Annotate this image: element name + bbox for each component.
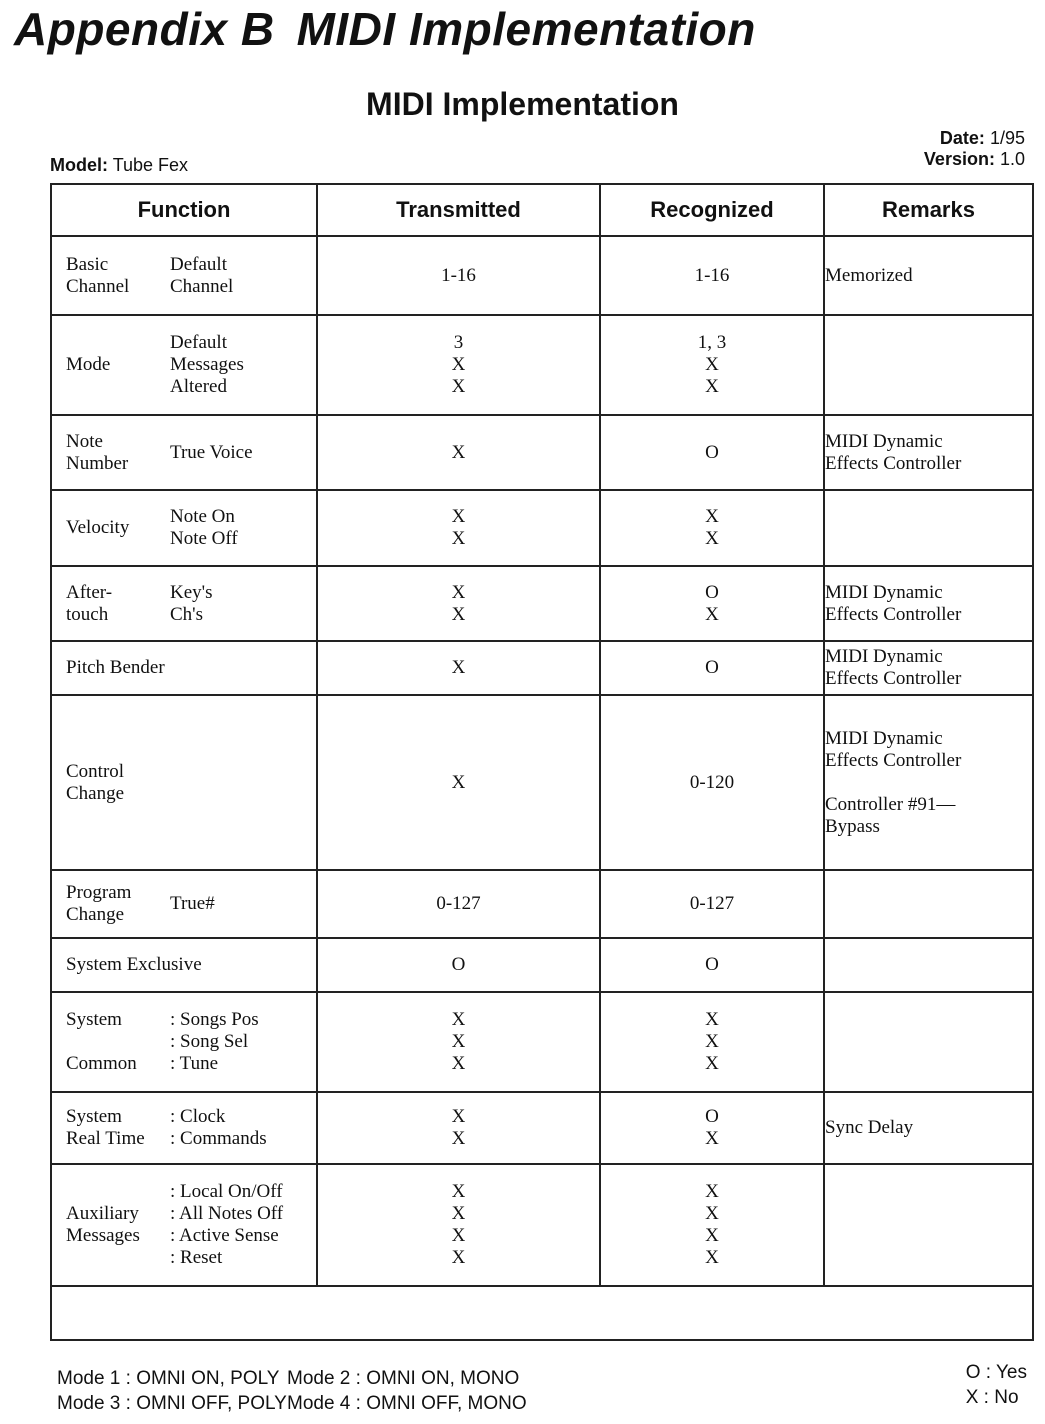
- recognized-value: [601, 1009, 823, 1075]
- recognized-cell: [600, 490, 824, 566]
- transmitted-value-line: X: [451, 1128, 466, 1149]
- function-name-line: System: [66, 1009, 122, 1030]
- transmitted-value: [318, 1106, 599, 1150]
- remarks-cell: [824, 236, 1033, 315]
- recognized-value: [601, 1181, 823, 1269]
- function-name-line: Number: [66, 452, 129, 474]
- transmitted-value-line: 1-16: [441, 264, 476, 286]
- recognized-value-line: X: [705, 376, 719, 397]
- recognized-cell: [600, 415, 824, 490]
- function-name: [66, 254, 170, 298]
- recognized-value-line: X: [705, 1031, 719, 1052]
- remarks-text-line: MIDI Dynamic: [825, 646, 943, 667]
- recognized-cell: [600, 236, 824, 315]
- transmitted-value: [318, 772, 599, 794]
- remarks-text: [825, 431, 1032, 475]
- function-detail-line: True Voice: [170, 441, 253, 463]
- legend-no: X : No: [965, 1387, 1019, 1408]
- transmitted-value-line: X: [451, 771, 466, 793]
- function-name: [66, 582, 170, 626]
- function-detail-line: : Tune: [170, 1053, 219, 1074]
- function-cell: [51, 236, 317, 315]
- remarks-text: [825, 646, 1032, 690]
- transmitted-cell: [317, 870, 600, 938]
- function-detail-line: Default: [170, 332, 227, 353]
- transmitted-value-line: X: [451, 1225, 466, 1246]
- appendix-heading: [14, 2, 756, 56]
- recognized-value-line: O: [705, 954, 719, 975]
- recognized-value: [601, 954, 823, 976]
- recognized-cell: [600, 315, 824, 415]
- function-name-line: Basic: [66, 253, 109, 275]
- transmitted-cell: [317, 566, 600, 641]
- function-cell: [51, 870, 317, 938]
- transmitted-value: [318, 582, 599, 626]
- recognized-value-line: O: [705, 657, 719, 678]
- remarks-text-line: Effects Controller: [825, 749, 962, 771]
- recognized-value-line: 1, 3: [697, 332, 727, 353]
- midi-implementation-table: [50, 183, 1034, 1341]
- transmitted-value: [318, 1181, 599, 1269]
- function-detail: [170, 1106, 267, 1150]
- recognized-value-line: 1-16: [694, 264, 730, 286]
- remarks-text-line: Bypass: [825, 815, 880, 837]
- table-row: [51, 415, 1033, 490]
- table-row: [51, 566, 1033, 641]
- legend-mode-4: Mode 4 : OMNI OFF, MONO: [287, 1393, 527, 1414]
- function-cell: [51, 992, 317, 1092]
- remarks-text-line: Effects Controller: [825, 603, 962, 625]
- remarks-text: [825, 582, 1032, 626]
- function-detail: [170, 332, 244, 398]
- column-header-recognized: Recognized: [600, 184, 824, 236]
- function-detail-line: : Commands: [170, 1128, 267, 1149]
- recognized-value: [601, 582, 823, 626]
- recognized-cell: [600, 992, 824, 1092]
- transmitted-value-line: X: [451, 441, 466, 463]
- function-cell: [51, 315, 317, 415]
- function-name: [66, 1203, 170, 1247]
- recognized-value: [601, 1106, 823, 1150]
- function-detail: [170, 893, 215, 915]
- function-name-line: Mode: [66, 354, 111, 375]
- function-name-line: Channel: [66, 275, 130, 297]
- recognized-value-line: 0-127: [689, 893, 735, 914]
- appendix-label: Appendix B: [14, 3, 275, 55]
- column-header-transmitted: Transmitted: [317, 184, 600, 236]
- function-name: [66, 517, 170, 539]
- legend-mode-1: Mode 1 : OMNI ON, POLY: [57, 1368, 280, 1389]
- function-name-line: Note: [66, 430, 103, 452]
- remarks-text-line: MIDI Dynamic: [825, 727, 943, 749]
- function-detail: [170, 254, 233, 298]
- function-name-line: Messages: [66, 1225, 140, 1246]
- function-name: [66, 882, 170, 926]
- transmitted-cell: [317, 641, 600, 695]
- transmitted-value-line: X: [451, 1203, 466, 1224]
- transmitted-value-line: X: [451, 1106, 466, 1127]
- recognized-value: [601, 506, 823, 550]
- table-row: [51, 870, 1033, 938]
- function-cell: [51, 1092, 317, 1164]
- date-label: Date:: [939, 128, 985, 148]
- transmitted-cell: [317, 415, 600, 490]
- transmitted-value-line: X: [451, 603, 466, 625]
- transmitted-value-line: X: [451, 1009, 466, 1030]
- transmitted-cell: [317, 1164, 600, 1286]
- transmitted-value-line: X: [451, 657, 466, 678]
- function-name-line: System: [66, 1106, 122, 1127]
- recognized-cell: [600, 938, 824, 992]
- recognized-value-line: X: [705, 1247, 719, 1268]
- remarks-text: [825, 265, 1032, 287]
- function-name: [66, 1009, 170, 1075]
- remarks-cell: [824, 641, 1033, 695]
- function-name-line: Control: [66, 760, 125, 782]
- transmitted-value-line: X: [451, 1181, 466, 1202]
- yes-no-legend: [966, 1360, 1027, 1410]
- recognized-value-line: X: [705, 1225, 719, 1246]
- recognized-value-line: O: [705, 581, 719, 603]
- recognized-value-line: O: [705, 1106, 719, 1127]
- function-name-line: Real Time: [66, 1128, 145, 1149]
- transmitted-value-line: X: [451, 581, 466, 603]
- version-value: 1.0: [999, 149, 1025, 169]
- function-detail-line: Key's: [170, 581, 213, 603]
- transmitted-value-line: X: [451, 354, 466, 375]
- function-detail-line: Altered: [170, 376, 227, 397]
- document-title: MIDI Implementation: [366, 86, 679, 122]
- transmitted-value: [318, 1009, 599, 1075]
- transmitted-value: [318, 893, 599, 915]
- function-name: [66, 657, 165, 679]
- table-row: [51, 236, 1033, 315]
- function-detail-line: : Reset: [170, 1247, 223, 1268]
- recognized-value: [601, 893, 823, 915]
- transmitted-value: [318, 442, 599, 464]
- legend-mode-3: Mode 3 : OMNI OFF, POLY: [57, 1393, 287, 1414]
- recognized-value: [601, 265, 823, 287]
- table-blank-row: [51, 1286, 1033, 1340]
- version-line: [924, 149, 1025, 170]
- transmitted-value: [318, 954, 599, 976]
- function-detail: [170, 442, 253, 464]
- function-name-line: After-: [66, 581, 113, 603]
- function-detail-line: Note On: [170, 506, 235, 527]
- function-detail-line: : All Notes Off: [170, 1203, 284, 1224]
- function-name-line: Change: [66, 782, 125, 804]
- remarks-text-line: [825, 772, 1032, 794]
- transmitted-cell: [317, 938, 600, 992]
- function-detail-line: : Songs Pos: [170, 1009, 259, 1030]
- transmitted-cell: [317, 236, 600, 315]
- function-name-line: System Exclusive: [66, 954, 202, 975]
- model-value: Tube Fex: [112, 155, 189, 175]
- function-name-line: Program: [66, 882, 132, 903]
- remarks-cell: [824, 992, 1033, 1092]
- function-cell: [51, 695, 317, 870]
- remarks-text: [825, 728, 1032, 838]
- recognized-value-line: X: [705, 1128, 719, 1149]
- table-row: [51, 1092, 1033, 1164]
- mode-legend: [57, 1366, 527, 1416]
- table-row: [51, 315, 1033, 415]
- remarks-cell: [824, 566, 1033, 641]
- transmitted-value-line: X: [451, 1247, 466, 1268]
- remarks-cell: [824, 315, 1033, 415]
- function-name-line: Change: [66, 904, 125, 925]
- remarks-cell: [824, 1092, 1033, 1164]
- remarks-text: [825, 1117, 1032, 1139]
- function-cell: [51, 641, 317, 695]
- transmitted-value-line: X: [451, 1053, 466, 1074]
- recognized-value-line: X: [705, 603, 719, 625]
- version-label: Version:: [923, 149, 995, 169]
- remarks-text-line: Memorized: [825, 264, 913, 286]
- function-name: [66, 431, 170, 475]
- function-cell: [51, 490, 317, 566]
- function-name: [66, 1106, 170, 1150]
- transmitted-cell: [317, 695, 600, 870]
- appendix-title: MIDI Implementation: [296, 3, 756, 55]
- recognized-value: [601, 772, 823, 794]
- legend-mode-2: Mode 2 : OMNI ON, MONO: [287, 1368, 520, 1389]
- function-name-line: touch: [66, 603, 109, 625]
- function-detail-line: : Clock: [170, 1106, 226, 1127]
- date-value: 1/95: [989, 128, 1025, 148]
- transmitted-cell: [317, 1092, 600, 1164]
- recognized-value-line: X: [705, 506, 719, 527]
- function-detail-line: Ch's: [170, 603, 203, 625]
- recognized-value-line: O: [705, 441, 719, 463]
- column-header-function: Function: [51, 184, 317, 236]
- recognized-cell: [600, 566, 824, 641]
- transmitted-value: [318, 265, 599, 287]
- function-detail-line: True#: [170, 893, 215, 914]
- model-label: Model:: [50, 155, 108, 175]
- remarks-cell: [824, 415, 1033, 490]
- legend-yes: O : Yes: [965, 1362, 1027, 1383]
- remarks-text-line: Controller #91—: [825, 793, 956, 815]
- table-row: [51, 992, 1033, 1092]
- transmitted-value-line: O: [451, 954, 466, 975]
- function-cell: [51, 938, 317, 992]
- remarks-cell: [824, 870, 1033, 938]
- recognized-value-line: 0-120: [689, 771, 735, 793]
- function-name-line: Auxiliary: [66, 1203, 139, 1224]
- function-detail-line: : Song Sel: [170, 1031, 249, 1052]
- function-detail-line: : Local On/Off: [170, 1181, 283, 1202]
- remarks-cell: [824, 490, 1033, 566]
- recognized-value: [601, 332, 823, 398]
- column-header-remarks: Remarks: [824, 184, 1033, 236]
- function-name-line: Velocity: [66, 517, 130, 538]
- function-name: [66, 954, 202, 976]
- transmitted-value-line: X: [451, 528, 466, 549]
- function-detail: [170, 1181, 283, 1269]
- function-cell: [51, 566, 317, 641]
- model-line: [50, 155, 188, 176]
- table-row: [51, 490, 1033, 566]
- transmitted-value-line: X: [451, 1031, 466, 1052]
- blank-cell: [51, 1286, 1033, 1340]
- remarks-cell: [824, 1164, 1033, 1286]
- transmitted-value: [318, 506, 599, 550]
- transmitted-value-line: X: [451, 506, 466, 527]
- transmitted-value-line: X: [451, 376, 466, 397]
- function-name-line: [66, 1031, 170, 1053]
- function-detail-line: : Active Sense: [170, 1225, 279, 1246]
- recognized-value-line: X: [705, 1181, 719, 1202]
- table-header-row: [51, 184, 1033, 236]
- function-detail: [170, 1009, 259, 1075]
- function-name-line: Common: [66, 1053, 137, 1074]
- function-detail-line: Channel: [170, 275, 234, 297]
- remarks-cell: [824, 695, 1033, 870]
- remarks-text-line: MIDI Dynamic: [825, 581, 943, 603]
- recognized-value: [601, 657, 823, 679]
- recognized-value-line: X: [705, 1053, 719, 1074]
- recognized-value-line: X: [705, 354, 719, 375]
- remarks-cell: [824, 938, 1033, 992]
- remarks-text-line: MIDI Dynamic: [825, 430, 943, 452]
- recognized-value: [601, 442, 823, 464]
- function-name-line: Pitch Bender: [66, 657, 165, 678]
- date-line: [940, 128, 1025, 149]
- transmitted-cell: [317, 490, 600, 566]
- table-row: [51, 1164, 1033, 1286]
- recognized-cell: [600, 870, 824, 938]
- recognized-cell: [600, 1164, 824, 1286]
- function-name: [66, 761, 124, 805]
- recognized-cell: [600, 695, 824, 870]
- function-detail: [170, 582, 212, 626]
- transmitted-value: [318, 657, 599, 679]
- recognized-value-line: X: [705, 1203, 719, 1224]
- table-row: [51, 641, 1033, 695]
- recognized-cell: [600, 1092, 824, 1164]
- transmitted-value-line: 3: [453, 332, 464, 353]
- function-detail-line: Default: [170, 253, 227, 275]
- function-detail-line: Note Off: [170, 528, 238, 549]
- remarks-text-line: Sync Delay: [825, 1117, 914, 1138]
- transmitted-cell: [317, 992, 600, 1092]
- recognized-value-line: X: [705, 528, 719, 549]
- function-detail: [170, 506, 238, 550]
- table-row: [51, 695, 1033, 870]
- function-cell: [51, 1164, 317, 1286]
- recognized-cell: [600, 641, 824, 695]
- transmitted-value: [318, 332, 599, 398]
- transmitted-value-line: 0-127: [436, 893, 481, 914]
- transmitted-cell: [317, 315, 600, 415]
- recognized-value-line: X: [705, 1009, 719, 1030]
- remarks-text-line: Effects Controller: [825, 668, 962, 689]
- function-cell: [51, 415, 317, 490]
- remarks-text-line: Effects Controller: [825, 452, 962, 474]
- function-detail-line: Messages: [170, 354, 244, 375]
- function-name: [66, 354, 170, 376]
- table-row: [51, 938, 1033, 992]
